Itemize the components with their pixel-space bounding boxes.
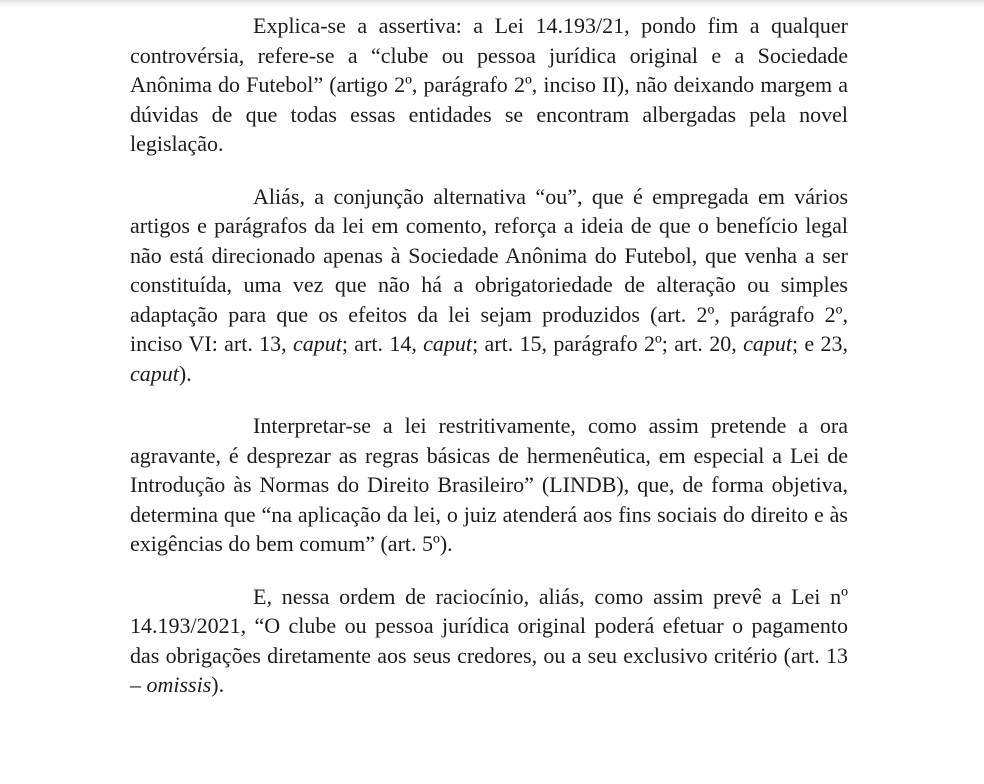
text-run: ; art. 14,: [341, 331, 424, 356]
text-run-italic: caput: [130, 360, 179, 386]
text-run: ; art. 15, parágrafo 2º; art. 20,: [472, 331, 744, 356]
text-run: E, nessa ordem de raciocínio, aliás, como assim prevê a Lei nº 14.193/2021, “O clube ou pessoa jurídica original poderá efetuar o pagamento das obrigações diretamente aos seus credores, ou a seu exclusivo critério (art. 13 –: [130, 583, 848, 697]
text-run: Explica-se a assertiva: a Lei 14.193/21, pondo fim a qualquer controvérsia, refere-se a “clube ou pessoa jurídica original e a Sociedade Anônima do Futebol” (artigo 2º, parágrafo 2º, inciso II), não deixando margem a dúvidas de que todas essas entidades se encontram albergadas pela novel legislação.: [130, 13, 848, 156]
top-edge-shadow: [0, 0, 984, 9]
text-run: Aliás, a conjunção alternativa “ou”, que é empregada em vários artigos e parágrafos da lei em comento, reforça a ideia de que o benefício legal não está direcionado apenas à Sociedade Anônima do Futebol, que venha a ser constituída, uma vez que não há a obrigatoriedade de alteração ou simples adaptação para que os efeitos da lei sejam produzidos (art. 2º, parágrafo 2º, inciso VI: art. 13,: [130, 183, 848, 356]
paragraph: [130, 582, 848, 700]
paragraph: [130, 182, 848, 389]
text-run-italic: omissis: [146, 672, 212, 697]
text-block: [130, 11, 848, 700]
text-run: ; e 23,: [791, 331, 848, 356]
text-run-italic: caput: [743, 331, 792, 356]
paragraph: [130, 411, 848, 559]
text-run-italic: caput: [292, 331, 342, 356]
text-run: ).: [178, 360, 192, 386]
paragraph: [130, 11, 848, 159]
text-run: ).: [211, 672, 225, 697]
text-run-italic: caput: [423, 331, 473, 356]
text-run: Interpretar-se a lei restritivamente, como assim pretende a ora agravante, é desprezar as regras básicas de hermenêutica, em especial a Lei de Introdução às Normas do Direito Brasileiro” (LINDB), que, de forma objetiva, determina que “na aplicação da lei, o juiz atenderá aos fins sociais do direito e às exigências do bem comum” (art. 5º).: [130, 413, 848, 556]
